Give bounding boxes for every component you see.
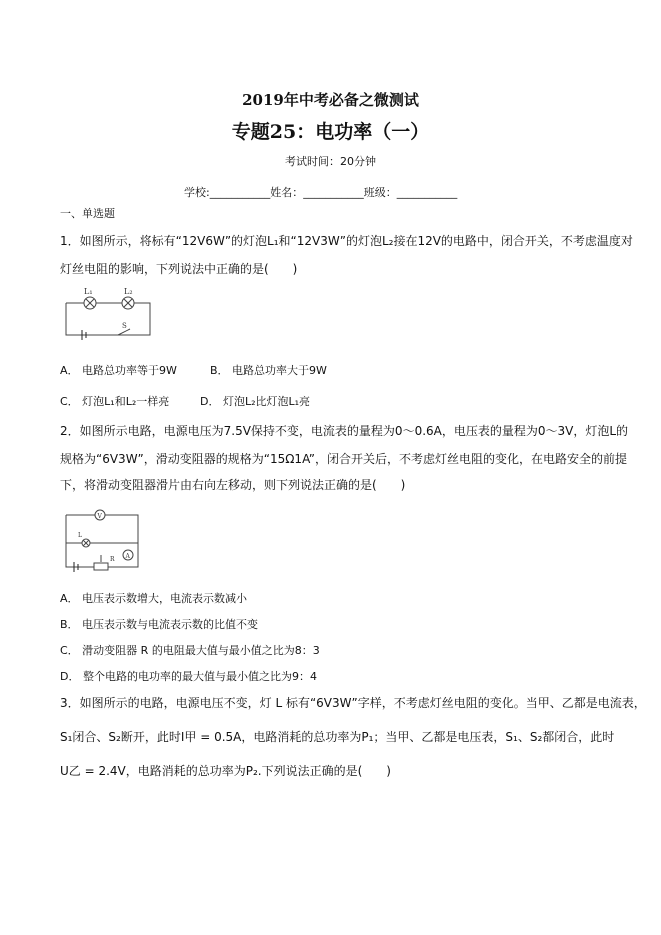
q1-label-l1: L₁ xyxy=(84,287,93,296)
q2-circuit-diagram xyxy=(60,505,145,575)
q1-stem-line1: 1．如图所示，将标有“12V6W”的灯泡L₁和“12V3W”的灯泡L₂接在12V的电路中，闭合开关，不考虑温度对 xyxy=(60,234,633,248)
q2-label-lamp: L xyxy=(78,532,82,539)
q1-option-a[interactable]: A． 电路总功率等于9W xyxy=(60,364,177,377)
q2-stem-line1: 2．如图所示电路，电源电压为7.5V保持不变，电流表的量程为0～0.6A，电压表的量程为0～3V，灯泡L的 xyxy=(60,424,629,438)
q2-label-rheostat: R xyxy=(110,556,115,563)
q1-label-switch: S xyxy=(122,322,127,330)
q2-label-ammeter: A xyxy=(125,553,130,560)
q2-option-b[interactable]: B． 电压表示数与电流表示数的比值不变 xyxy=(60,618,259,631)
q2-stem-line3: 下，将滑动变阻器滑片由右向左移动，则下列说法正确的是( ) xyxy=(60,478,406,492)
q2-option-c[interactable]: C． 滑动变阻器 R 的电阻最大值与最小值之比为8：3 xyxy=(60,644,320,657)
student-info-line: 学校:___________姓名：___________班级：___________ xyxy=(184,186,458,199)
series-title: 2019年中考必备之微测试 xyxy=(242,91,419,109)
q2-option-a[interactable]: A． 电压表示数增大，电流表示数减小 xyxy=(60,592,248,605)
q1-stem-line2: 灯丝电阻的影响，下列说法中正确的是( ) xyxy=(60,262,298,276)
q1-option-d[interactable]: D． 灯泡L₂比灯泡L₁亮 xyxy=(200,395,311,408)
q3-stem-line3: U乙 = 2.4V，电路消耗的总功率为P₂.下列说法正确的是( ) xyxy=(60,764,391,778)
q1-circuit-diagram xyxy=(60,285,155,341)
q2-stem-line2: 规格为“6V3W”，滑动变阻器的规格为“15Ω1A”，闭合开关后，不考虑灯丝电阻的变化，在电路安全的前提 xyxy=(60,452,628,466)
q1-option-b[interactable]: B． 电路总功率大于9W xyxy=(210,364,327,377)
q1-label-l2: L₂ xyxy=(124,287,133,296)
exam-time: 考试时间：20分钟 xyxy=(285,155,376,168)
section-label: 一、单选题 xyxy=(60,207,115,220)
q3-stem-line1: 3．如图所示的电路，电源电压不变，灯 L 标有“6V3W”字样，不考虑灯丝电阻的变化。当甲、乙都是电流表， xyxy=(60,696,646,710)
q1-option-c[interactable]: C． 灯泡L₁和L₂一样亮 xyxy=(60,395,170,408)
q2-option-d[interactable]: D． 整个电路的电功率的最大值与最小值之比为9：4 xyxy=(60,670,317,683)
q2-label-voltmeter: V xyxy=(97,513,102,520)
page-title: 专题25：电功率（一） xyxy=(231,121,430,143)
q3-stem-line2: S₁闭合、S₂断开，此时I甲 = 0.5A，电路消耗的总功率为P₁；当甲、乙都是电压表，S₁、S₂都闭合，此时 xyxy=(60,730,615,744)
